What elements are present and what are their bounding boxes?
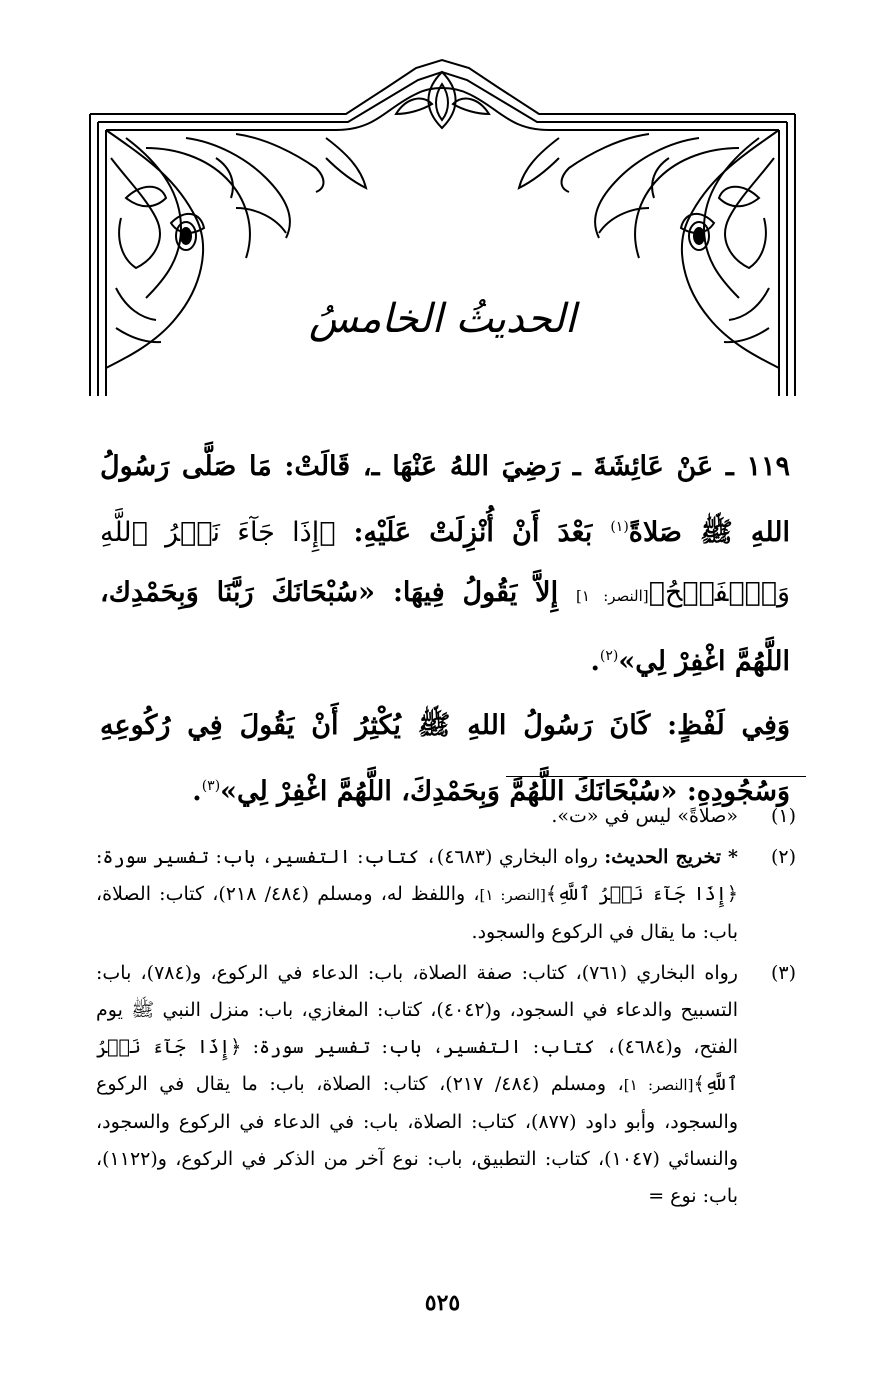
footnote-text-part: رواه البخاري (٧٦١)، كتاب: صفة الصلاة، باب: الدعاء في الركوع، و(٧٨٤)، باب: التسبيح والدعاء في السجود، و(٤٠٤٢)، كتاب: المغازي، باب: منزل النبي ﷺ يوم الفتح، و(٤٦٨٤)، كتاب: التفسير، باب: تفسير سورة:	[96, 962, 739, 1058]
footnote-number: (٣)	[770, 962, 796, 984]
hadith-line-3: إِلاَّ يَقُولُ فِيهَا: «سُبْحَانَكَ رَبَّنَا وَبِحَمْدِك، اللَّهُمَّ اغْفِرْ لِي»	[100, 577, 790, 677]
footnote-text	[96, 955, 738, 1215]
quran-reference: [النصر: ١]	[623, 1076, 694, 1094]
hadith-line-2-mid: بَعْدَ أَنْ أُنْزِلَتْ عَلَيْهِ:	[335, 517, 611, 548]
hadith-line-1: ١١٩ ـ عَنْ عَائِشَةَ ـ رَضِيَ اللهُ عَنْهَا ـ، قَالَتْ: مَا صَلَّى رَسُولُ اللهِ ﷺ	[100, 451, 790, 548]
footnote-heading: * تخريج الحديث:	[604, 846, 738, 868]
ornamental-header-frame	[86, 58, 799, 398]
footnote-divider	[506, 776, 806, 777]
hadith-line-2-start: صَلاةً	[628, 517, 682, 548]
footnote-text	[96, 839, 738, 951]
footnote-ref-2[interactable]: (٢)	[599, 648, 619, 664]
footnote-text-part: ، واللفظ له، ومسلم (٤٨٤/ ٢١٨)، كتاب: الصلاة، باب: ما يقال في الركوع والسجود.	[96, 883, 738, 943]
period: .	[590, 646, 600, 677]
period: .	[192, 776, 202, 807]
hadith-variant-text: وَفِي لَفْظٍ: كَانَ رَسُولُ اللهِ ﷺ يُكْثِرُ أَنْ يَقُولَ فِي رُكُوعِهِ وَسُجُودِهِ: «سُبْحَانَكَ اللَّهُمَّ وَبِحَمْدِكَ، اللَّهُمَّ اغْفِرْ لِي»	[100, 710, 790, 807]
footnote-number: (١)	[770, 805, 796, 827]
footnote-text-part: رواه البخاري (٤٦٨٣)، كتاب: التفسير، باب: تفسير سورة:	[96, 846, 605, 868]
footnote-1	[96, 798, 796, 835]
hadith-paragraph-1	[100, 437, 790, 692]
quran-reference: [النصر: ١]	[479, 886, 546, 904]
quran-verse: ﴿إِذَا جَآءَ نَصۡرُ ٱللَّهِ وَٱلۡفَتۡحُ﴾	[100, 517, 790, 608]
footnote-ref-3[interactable]: (٣)	[201, 778, 221, 794]
footnote-number: (٢)	[770, 846, 796, 868]
footnote-text-part: ، ومسلم (٤٨٤/ ٢١٧)، كتاب: الصلاة، باب: ما يقال في الركوع والسجود، وأبو داود (٨٧٧)، كتاب: الصلاة، باب: في الدعاء في الركوع والسجود، والنسائي (١٠٤٧)، كتاب: التطبيق، باب: نوع آخر من الذكر في الركوع، و(١١٢٢)، باب: نوع =	[96, 1073, 738, 1207]
footnote-2	[96, 839, 796, 951]
quran-reference: [النصر: ١]	[576, 587, 649, 605]
footnote-3	[96, 955, 796, 1215]
footnotes	[96, 798, 796, 1219]
page-number: ٥٢٥	[424, 1290, 461, 1316]
footnote-text: «صلاةً» ليس في «ت».	[551, 805, 738, 827]
quran-verse: ﴿إِذَا جَآءَ نَصۡرُ ٱللَّهِ﴾	[545, 883, 738, 905]
footnote-ref-1[interactable]: (١)	[610, 519, 629, 535]
quran-verse: ﴿إِذَا جَآءَ نَصۡرُ ٱللَّهِ﴾	[96, 1036, 738, 1095]
hadith-text	[100, 437, 790, 822]
chapter-title: الحديثُ الخامسُ	[309, 296, 576, 342]
